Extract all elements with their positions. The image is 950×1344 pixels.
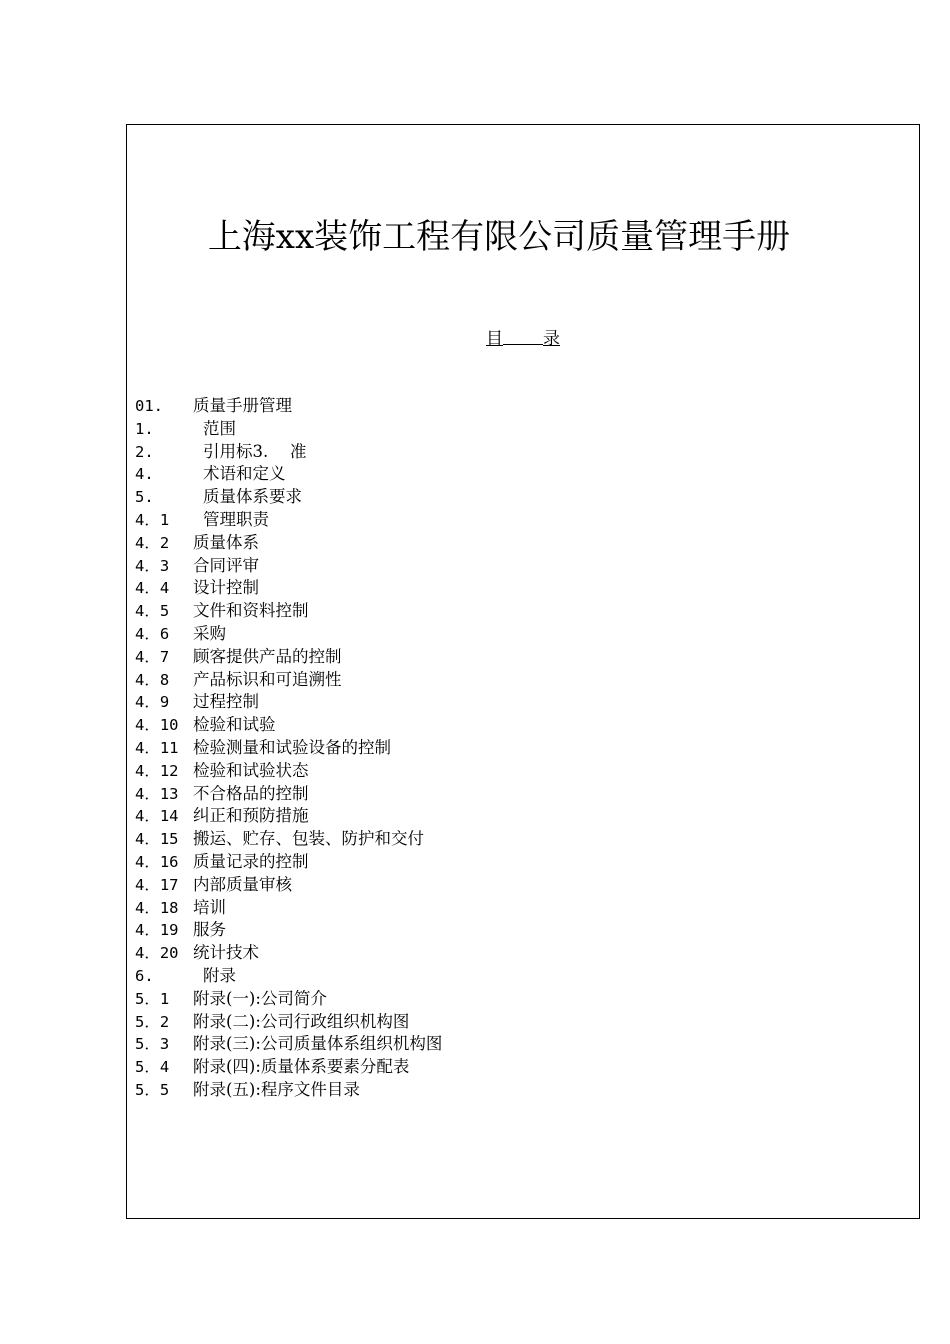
toc-entry-number: 4．17 — [135, 875, 179, 894]
toc-entry-number: 4．8 — [135, 670, 170, 689]
toc-entry[interactable] — [135, 509, 835, 532]
toc-entry-number: 5．1 — [135, 989, 170, 1008]
toc-entry[interactable] — [135, 965, 835, 988]
toc-entry[interactable] — [135, 942, 835, 965]
toc-entry[interactable] — [135, 623, 835, 646]
toc-entry-title: 培训 — [193, 897, 226, 917]
toc-entry-title: 附录 — [203, 965, 236, 985]
toc-entry-number: 4．13 — [135, 784, 179, 803]
toc-entry-number: 4．2 — [135, 533, 170, 552]
toc-entry-title: 文件和资料控制 — [193, 601, 309, 621]
toc-entry[interactable] — [135, 714, 835, 737]
toc-entry[interactable] — [135, 395, 835, 418]
toc-entry[interactable] — [135, 851, 835, 874]
toc-entry[interactable] — [135, 441, 835, 464]
toc-entry-number: 4．10 — [135, 716, 179, 735]
toc-entry-title: 搬运、贮存、包装、防护和交付 — [193, 829, 424, 849]
toc-entry[interactable] — [135, 874, 835, 897]
toc-entry[interactable] — [135, 1079, 835, 1102]
toc-entry[interactable] — [135, 1011, 835, 1034]
toc-entry-number: 4．18 — [135, 898, 179, 917]
toc-entry-number: 4．5 — [135, 602, 170, 621]
toc-heading — [486, 326, 566, 352]
toc-entry-number: 4．11 — [135, 738, 179, 757]
toc-entry-number: 4．16 — [135, 852, 179, 871]
toc-heading-right: 录 — [543, 329, 560, 349]
toc-entry[interactable] — [135, 988, 835, 1011]
toc-entry-number: 5．5 — [135, 1080, 170, 1099]
toc-heading-gap — [503, 326, 543, 345]
toc-entry-number: 4．19 — [135, 921, 179, 940]
toc-entry-title: 附录(四):质量体系要素分配表 — [193, 1057, 410, 1077]
toc-entry-title: 术语和定义 — [203, 464, 286, 484]
toc-entry[interactable] — [135, 532, 835, 555]
toc-entry-number: 5. — [135, 488, 154, 507]
toc-entry[interactable] — [135, 737, 835, 760]
toc-entry[interactable] — [135, 418, 835, 441]
toc-entry-title: 不合格品的控制 — [193, 783, 309, 803]
toc-entry-number: 4．12 — [135, 761, 179, 780]
toc-entry[interactable] — [135, 828, 835, 851]
toc-entry[interactable] — [135, 760, 835, 783]
toc-entry-number: 5．3 — [135, 1035, 170, 1054]
toc-entry-number: 4．7 — [135, 647, 170, 666]
toc-entry-title: 设计控制 — [193, 578, 259, 598]
document-title: 上海xx装饰工程有限公司质量管理手册 — [207, 217, 791, 257]
toc-entry-number: 01. — [135, 397, 163, 415]
toc-entry-title: 质量体系 — [193, 532, 259, 552]
toc-heading-left: 目 — [486, 329, 503, 349]
toc-entry[interactable] — [135, 691, 835, 714]
toc-entry[interactable] — [135, 1056, 835, 1079]
toc-entry-title: 附录(五):程序文件目录 — [193, 1079, 360, 1099]
toc-entry-title: 质量手册管理 — [193, 396, 292, 415]
toc-entry-title: 统计技术 — [193, 943, 259, 963]
toc-entry-title: 检验测量和试验设备的控制 — [193, 737, 391, 757]
toc-entry-number: 2. — [135, 442, 154, 461]
toc-entry[interactable] — [135, 669, 835, 692]
toc-entry-number: 4．1 — [135, 510, 170, 529]
toc-entry[interactable] — [135, 1033, 835, 1056]
toc-entry-number: 6. — [135, 966, 154, 985]
toc-entry-title: 内部质量审核 — [193, 874, 292, 894]
toc-entry-title: 范围 — [203, 418, 236, 438]
toc-entry[interactable] — [135, 919, 835, 942]
toc-entry[interactable] — [135, 805, 835, 828]
toc-entry-number: 4．20 — [135, 944, 179, 963]
toc-entry[interactable] — [135, 783, 835, 806]
toc-entry-title: 质量体系要求 — [203, 487, 302, 507]
toc-entry-number: 4．6 — [135, 624, 170, 643]
toc-entry-title: 附录(一):公司简介 — [193, 988, 327, 1008]
toc-entry[interactable] — [135, 463, 835, 486]
toc-entry[interactable] — [135, 486, 835, 509]
toc-entry-number: 4．3 — [135, 556, 170, 575]
toc-entry-title: 质量记录的控制 — [193, 851, 309, 871]
toc-entry-title: 检验和试验 — [193, 715, 276, 735]
toc-entry-title: 附录(三):公司质量体系组织机构图 — [193, 1034, 443, 1054]
table-of-contents — [135, 395, 835, 1102]
toc-entry-number: 4．4 — [135, 579, 170, 598]
toc-entry-title: 过程控制 — [193, 692, 259, 712]
toc-entry-title: 服务 — [193, 920, 226, 940]
toc-entry[interactable] — [135, 600, 835, 623]
toc-entry-title: 附录(二):公司行政组织机构图 — [193, 1011, 410, 1031]
toc-entry-number: 5．2 — [135, 1012, 170, 1031]
toc-entry[interactable] — [135, 897, 835, 920]
toc-entry-number: 4. — [135, 465, 154, 484]
toc-entry-title: 产品标识和可追溯性 — [193, 669, 342, 689]
toc-entry-title: 管理职责 — [203, 509, 269, 529]
toc-entry[interactable] — [135, 646, 835, 669]
toc-entry-number: 1. — [135, 419, 154, 438]
toc-entry-number: 5．4 — [135, 1058, 170, 1077]
toc-entry-title: 采购 — [193, 623, 226, 643]
toc-entry-number: 4．15 — [135, 830, 179, 849]
toc-entry[interactable] — [135, 555, 835, 578]
toc-entry-title: 检验和试验状态 — [193, 760, 309, 780]
toc-entry-title: 合同评审 — [193, 555, 259, 575]
toc-entry-title: 引用标3. 准 — [203, 441, 307, 461]
toc-entry-title: 顾客提供产品的控制 — [193, 646, 342, 666]
toc-entry-number: 4．9 — [135, 693, 170, 712]
toc-entry-title: 纠正和预防措施 — [193, 806, 309, 826]
toc-entry[interactable] — [135, 577, 835, 600]
toc-entry-number: 4．14 — [135, 807, 179, 826]
